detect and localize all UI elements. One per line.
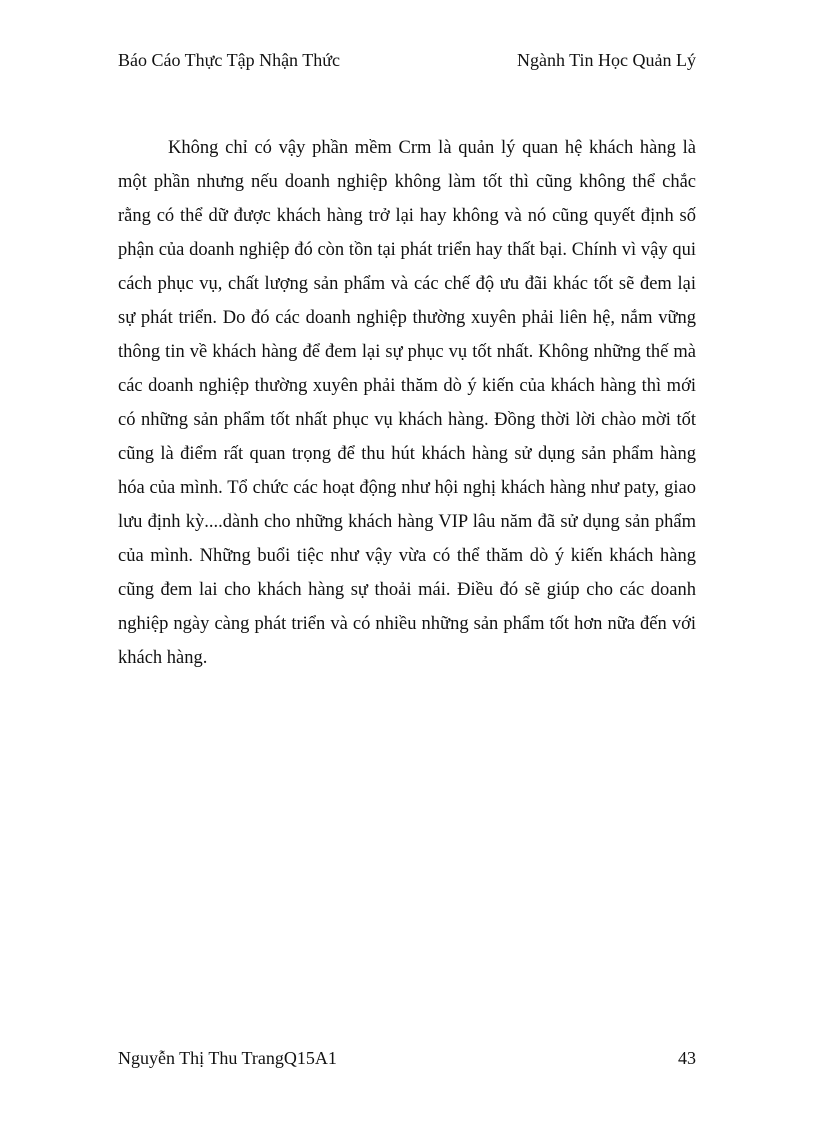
body-paragraph: Không chỉ có vậy phần mềm Crm là quản lý quan hệ khách hàng là một phần nhưng nếu doanh nghiệp không làm tốt thì cũng không thể chắc rằng có thể dữ được khách hàng trở lại hay không và nó cũng quyết định số phận của doanh nghiệp đó còn tồn tại phát triển hay thất bại. Chính vì vậy qui cách phục vụ, chất lượng sản phẩm và các chế độ ưu đãi khác tốt sẽ đem lại sự phát triển. Do đó các doanh nghiệp thường xuyên phải liên hệ, nắm vững thông tin về khách hàng để đem lại sự phục vụ tốt nhất. Không những thế mà các doanh nghiệp thường xuyên phải thăm dò ý kiến của khách hàng thì mới có những sản phẩm tốt nhất phục vụ khách hàng. Đồng thời lời chào mời tốt cũng là điểm rất quan trọng để thu hút khách hàng sử dụng sản phẩm hàng hóa của mình. Tổ chức các hoạt động như hội nghị khách hàng như paty, giao lưu định kỳ....dành cho những khách hàng VIP lâu năm đã sử dụng sản phẩm của mình. Những buổi tiệc như vậy vừa có thể thăm dò ý kiến khách hàng cũng đem lai cho khách hàng sự thoải mái. Điều đó sẽ giúp cho các doanh nghiệp ngày càng phát triển và có nhiều những sản phẩm tốt hơn nữa đến với khách hàng. [118,138,696,668]
page-number: 43 [678,1048,696,1068]
header-department: Ngành Tin Học Quản Lý [517,50,696,70]
page-footer [118,1048,696,1072]
header-report-title: Báo Cáo Thực Tập Nhận Thức [118,50,340,70]
page-header [118,50,696,74]
footer-author: Nguyễn Thị Thu TrangQ15A1 [118,1048,337,1068]
